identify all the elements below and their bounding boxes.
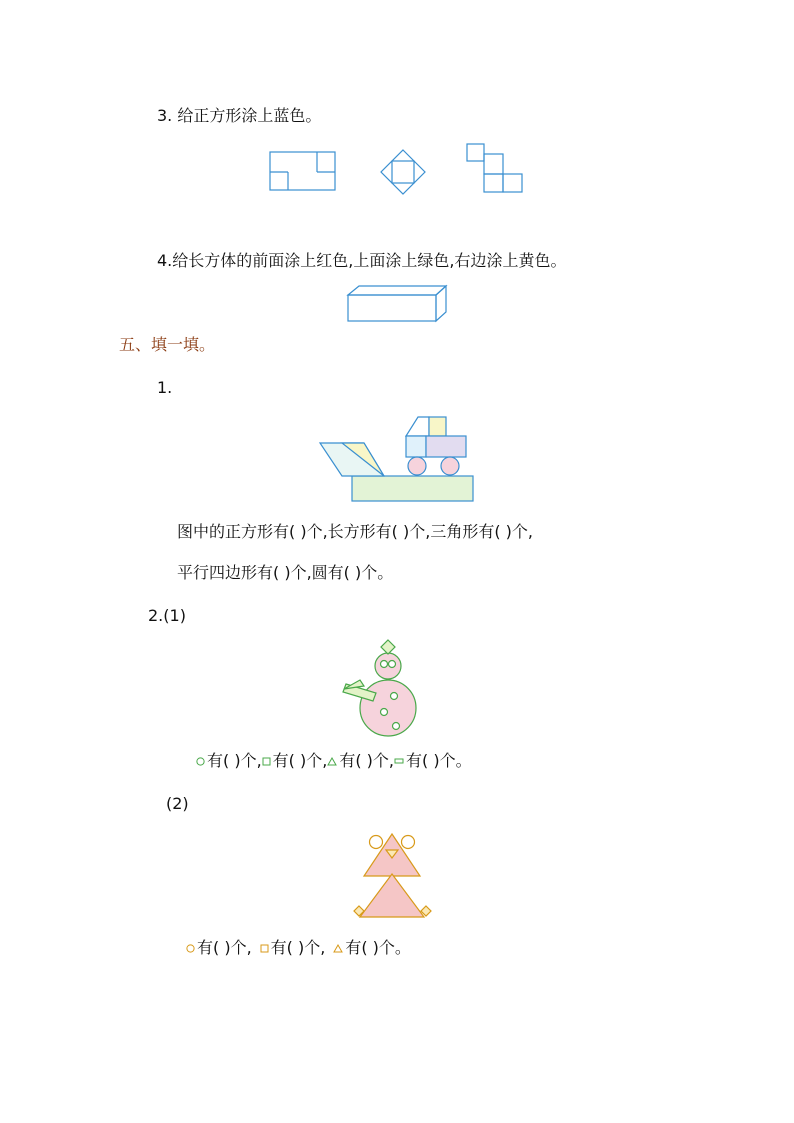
bear-ear-left bbox=[370, 836, 383, 849]
bear-square-count-text: 有( )个, bbox=[270, 938, 326, 957]
q3-figure-staircase bbox=[467, 144, 522, 192]
square-icon bbox=[260, 944, 269, 953]
cab-body-rect bbox=[426, 436, 466, 457]
q3-figure-diamond bbox=[381, 150, 425, 194]
snowman-hat-square bbox=[381, 640, 395, 654]
snowman-rectangle-count-text: 有( )个。 bbox=[406, 751, 472, 770]
square-icon bbox=[262, 757, 271, 766]
q4-cuboid bbox=[345, 283, 455, 327]
triangle-icon bbox=[333, 944, 343, 953]
question-4-text: 4.给长方体的前面涂上红色,上面涂上绿色,右边涂上黄色。 bbox=[157, 251, 567, 270]
bear-body-triangle bbox=[360, 874, 424, 917]
rectangle-icon bbox=[394, 757, 404, 765]
section-5-title: 五、填一填。 bbox=[119, 335, 216, 354]
problem-1-line-1: 图中的正方形有( )个,长方形有( )个,三角形有( )个, bbox=[177, 522, 533, 541]
truck-figure bbox=[316, 412, 481, 504]
circle-icon bbox=[196, 757, 205, 766]
cab-top-quad bbox=[406, 417, 429, 436]
wheel-right bbox=[441, 457, 459, 475]
cab-window-square bbox=[406, 436, 426, 457]
truck-base-rect bbox=[352, 476, 473, 501]
cab-top-square bbox=[429, 417, 446, 436]
snowman-head-circle bbox=[375, 653, 401, 679]
snowman-button-2 bbox=[381, 709, 388, 716]
snowman-triangle-count-text: 有( )个, bbox=[339, 751, 395, 770]
cuboid-front-face bbox=[348, 295, 436, 321]
bear-figure bbox=[350, 828, 436, 922]
bear-triangle-count-text: 有( )个。 bbox=[345, 938, 411, 957]
snowman-figure bbox=[340, 636, 422, 736]
q3-figure-rectangle-composite bbox=[270, 152, 335, 190]
snowman-button-1 bbox=[391, 693, 398, 700]
snowman-button-3 bbox=[393, 723, 400, 730]
snowman-eye-right bbox=[389, 661, 396, 668]
q3-figures bbox=[268, 142, 528, 198]
problem-2-sub-2: (2) bbox=[166, 794, 189, 813]
bear-count-row bbox=[186, 938, 411, 958]
bear-circle-count-text: 有( )个, bbox=[197, 938, 252, 957]
problem-2-number: 2.(1) bbox=[148, 606, 186, 625]
problem-1-line-2: 平行四边形有( )个,圆有( )个。 bbox=[177, 563, 394, 582]
cuboid-right-face bbox=[436, 286, 446, 321]
wheel-left bbox=[408, 457, 426, 475]
snowman-square-count-text: 有( )个, bbox=[272, 751, 328, 770]
bear-ear-right bbox=[402, 836, 415, 849]
question-3-text: 3. 给正方形涂上蓝色。 bbox=[157, 106, 322, 125]
snowman-count-row bbox=[196, 751, 472, 771]
snowman-body-circle bbox=[360, 680, 416, 736]
snowman-circle-count-text: 有( )个, bbox=[207, 751, 262, 770]
circle-icon bbox=[186, 944, 195, 953]
cuboid-top-face bbox=[348, 286, 446, 295]
problem-1-number: 1. bbox=[157, 378, 173, 397]
snowman-eye-left bbox=[381, 661, 388, 668]
triangle-icon bbox=[327, 757, 337, 766]
